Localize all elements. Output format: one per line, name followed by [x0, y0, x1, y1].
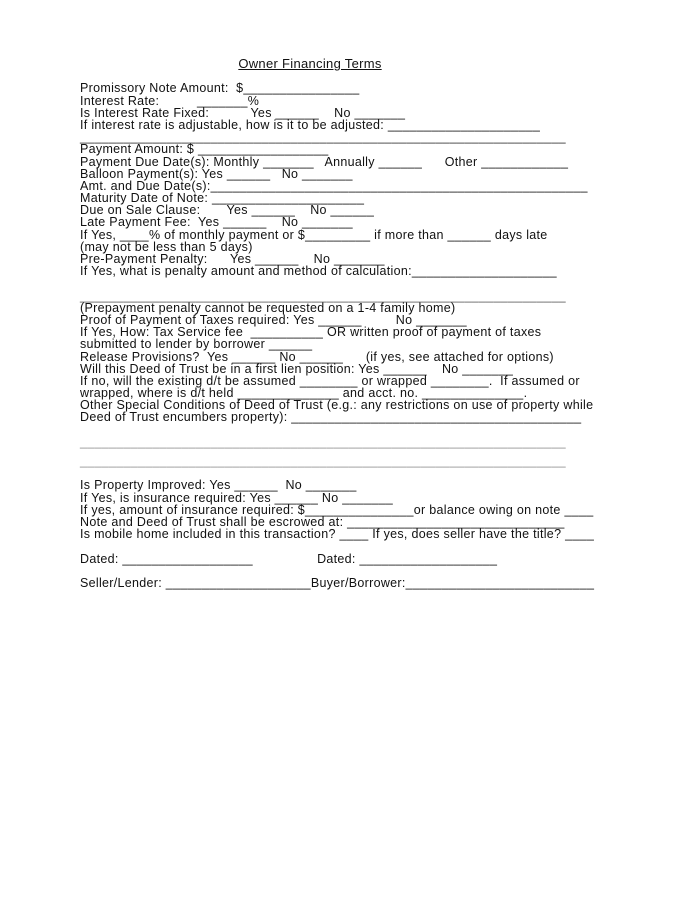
spacer — [80, 277, 602, 289]
line-property-improved: Is Property Improved: Yes ______ No _______ — [80, 478, 357, 493]
line-interest-rate: Interest Rate: _______% — [80, 93, 260, 108]
line-dated: Dated: __________________ Dated: ___________________ — [80, 551, 498, 566]
line-balloon-payments: Balloon Payment(s): Yes ______ No _______ — [80, 166, 353, 181]
line-mobile-home: Is mobile home included in this transaction? ____ If yes, does seller have the title? ____ — [80, 527, 595, 542]
line-seller-buyer-signatures: Seller/Lender: ____________________Buyer/Borrower:__________________________ — [80, 575, 595, 590]
line-release-provisions: Release Provisions? Yes ______ No ______ (if yes, see attached for options) — [80, 349, 554, 364]
line-payment-amount: Payment Amount: $ __________________ — [80, 142, 329, 157]
line-amt-and-due-dates: Amt. and Due Date(s):____________________________________________________ — [80, 178, 588, 193]
line-interest-rate-fixed: Is Interest Rate Fixed: Yes ______ No _______ — [80, 105, 406, 120]
spacer — [80, 540, 602, 552]
rule-conditions-continuation-1: ___________________________________________________________________ — [80, 434, 566, 449]
line-promissory-note-amount: Promissory Note Amount: $________________ — [80, 81, 360, 96]
line-payment-due-dates: Payment Due Date(s): Monthly _______ Annually ______ Other ____________ — [80, 154, 569, 169]
owner-financing-terms-form — [80, 58, 602, 589]
rule-conditions-continuation-2: ___________________________________________________________________ — [80, 454, 566, 468]
spacer — [80, 424, 602, 436]
rule-adjustable-continuation: ___________________________________________________________________ — [80, 130, 566, 145]
document-title: Owner Financing Terms — [238, 56, 382, 71]
line-encumbers-property: Deed of Trust encumbers property): ________________________________________ — [80, 410, 582, 425]
line-escrowed-at: Note and Deed of Trust shall be escrowed at: ______________________________ — [80, 514, 565, 529]
line-penalty-calculation: If Yes, what is penalty amount and method of calculation:____________________ — [80, 264, 557, 279]
line-adjustable-rate: If interest rate is adjustable, how is it to be adjusted: _____________________ — [80, 117, 541, 132]
rule-penalty-continuation: ___________________________________________________________________ — [80, 288, 566, 303]
line-first-lien-position: Will this Deed of Trust be in a first lien position: Yes ______ No _______ — [80, 361, 514, 376]
line-submitted-to-lender: submitted to lender by borrower ______ — [80, 337, 313, 352]
line-late-payment-fee: Late Payment Fee: Yes ______ No _______ — [80, 215, 353, 230]
line-tax-service-fee: If Yes, How: Tax Service fee __________ OR written proof of payment of taxes — [80, 325, 542, 340]
line-insurance-amount: If yes, amount of insurance required: $_______________or balance owing on note ____ — [80, 502, 594, 517]
line-assumed-or-wrapped: If no, will the existing d/t be assumed ________ or wrapped ________. If assumed or — [80, 373, 580, 388]
line-prepayment-note: (Prepayment penalty cannot be requested on a 1-4 family home) — [80, 300, 456, 315]
line-insurance-required: If Yes, is insurance required: Yes ______ No _______ — [80, 490, 394, 505]
line-proof-of-taxes: Proof of Payment of Taxes required: Yes ______ No _______ — [80, 312, 467, 327]
line-dt-held-and-acct: wrapped, where is d/t held ______________ and acct. no. ______________. — [80, 386, 528, 401]
line-late-fee-detail: If Yes, ____% of monthly payment or $_________ if more than ______ days late — [80, 227, 548, 242]
line-due-on-sale-clause: Due on Sale Clause: Yes ______ No ______ — [80, 203, 375, 218]
line-prepayment-penalty: Pre-Payment Penalty: Yes ______ No _______ — [80, 252, 385, 266]
line-maturity-date: Maturity Date of Note: _____________________ — [80, 191, 365, 206]
line-late-fee-note: (may not be less than 5 days) — [80, 239, 253, 254]
line-other-special-conditions: Other Special Conditions of Deed of Trust (e.g.: any restrictions on use of property while — [80, 398, 594, 413]
